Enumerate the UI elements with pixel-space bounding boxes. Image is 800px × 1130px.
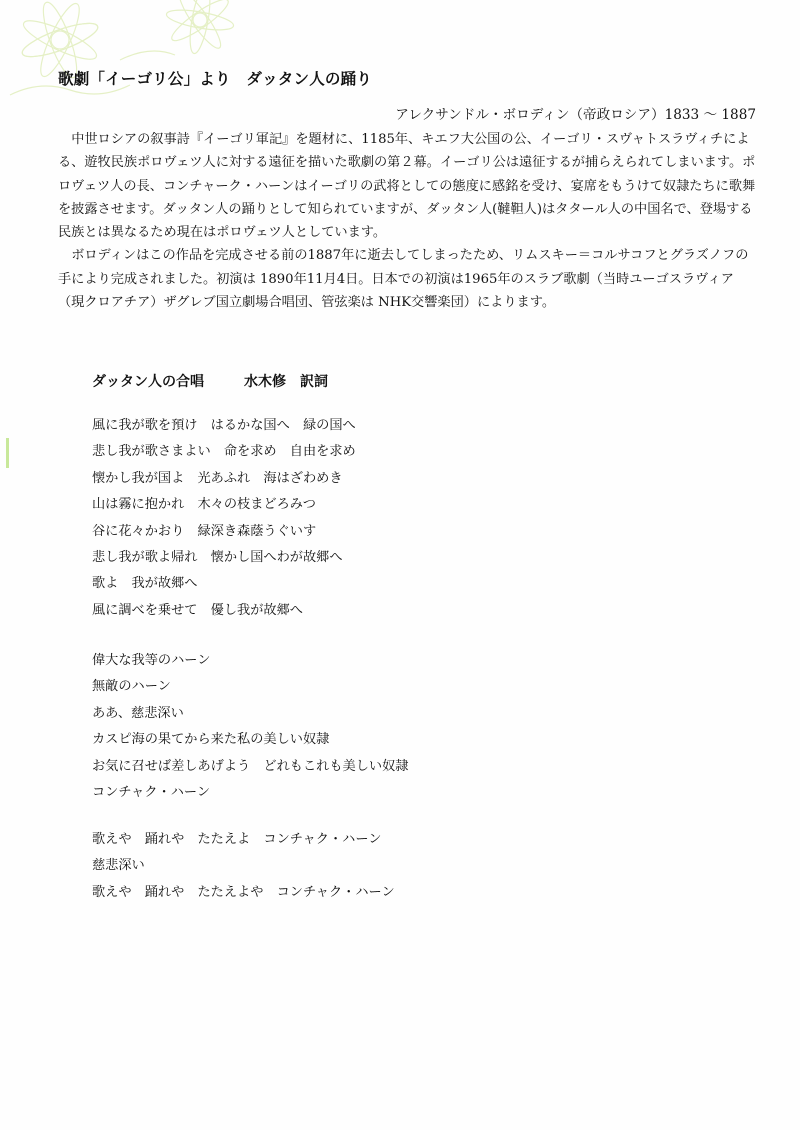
- intro-paragraph: ボロディンはこの作品を完成させる前の1887年に逝去してしまったため、リムスキー＝コルサコフとグラズノフの手により完成されました。初演は 1890年11月4日。日本での初演は1965年のスラブ歌劇（当時ユーゴスラヴィア（現クロアチア）ザグレブ国立劇場合唱団、管弦楽は NHK交響楽団）によります。: [58, 248, 749, 311]
- edge-mark: [6, 438, 9, 468]
- page-title: 歌劇「イーゴリ公」より ダッタン人の踊り: [58, 69, 373, 88]
- composer-line: アレクサンドル・ボロディン（帝政ロシア）1833 〜 1887: [395, 107, 756, 123]
- lyric-line: ああ、慈悲深い: [92, 705, 184, 721]
- lyric-line: 偉大な我等のハーン: [92, 653, 211, 668]
- lyrics-stanza-3: [92, 827, 692, 906]
- lyric-line: コンチャク・ハーン: [92, 785, 211, 801]
- lyric-line: 歌えや 踊れや たたえよや コンチャク・ハーン: [92, 884, 395, 900]
- lyrics-heading-title: ダッタン人の合唱: [92, 374, 204, 390]
- lyric-line: 悲し我が歌さまよい 命を求め 自由を求め: [92, 444, 356, 460]
- lyric-line: 山は霧に抱かれ 木々の枝まどろみつ: [92, 497, 316, 513]
- lyric-line: 歌よ 我が故郷へ: [92, 576, 198, 592]
- lyric-line: 風に調べを乗せて 優し我が故郷へ: [92, 602, 303, 618]
- lyric-line: 谷に花々かおり 緑深き森蔭うぐいす: [92, 523, 317, 539]
- lyrics-stanza-1: [92, 413, 692, 624]
- lyrics-credit: 水木修 訳詞: [244, 374, 328, 390]
- lyrics-stanza-2: [92, 648, 692, 806]
- lyric-line: 風に我が歌を預け はるかな国へ 緑の国へ: [92, 418, 356, 433]
- lyrics-heading: [92, 371, 328, 391]
- lyric-line: 無敵のハーン: [92, 679, 171, 695]
- lyric-line: カスピ海の果てから来た私の美しい奴隷: [92, 732, 330, 748]
- lyric-line: お気に召せば差しあげよう どれもこれも美しい奴隷: [92, 758, 409, 774]
- intro-paragraph: 中世ロシアの叙事詩『イーゴリ軍記』を題材に、1185年、キエフ大公国の公、イーゴリ・スヴャトスラヴィチによる、遊牧民族ポロヴェツ人に対する遠征を描いた歌劇の第２幕。イーゴリ公は遠征するが捕らえられてしまいます。ポロヴェツ人の長、コンチャーク・ハーンはイーゴリの武将としての態度に感銘を受け、宴席をもうけて奴隷たちに歌舞を披露させます。ダッタン人の踊りとして知られていますが、ダッタン人(韃靼人)はタタール人の中国名で、登場する民族とは異なるため現在はポロヴェツ人としています。: [58, 132, 756, 241]
- flower-watermark: [0, 0, 280, 110]
- lyric-line: 歌えや 踊れや たたえよ コンチャク・ハーン: [92, 832, 382, 847]
- lyric-line: 懐かし我が国よ 光あふれ 海はざわめき: [92, 470, 343, 486]
- lyric-line: 悲し我が歌よ帰れ 懐かし国へわが故郷へ: [92, 550, 343, 566]
- intro-text: [58, 128, 758, 314]
- lyric-line: 慈悲深い: [92, 858, 145, 874]
